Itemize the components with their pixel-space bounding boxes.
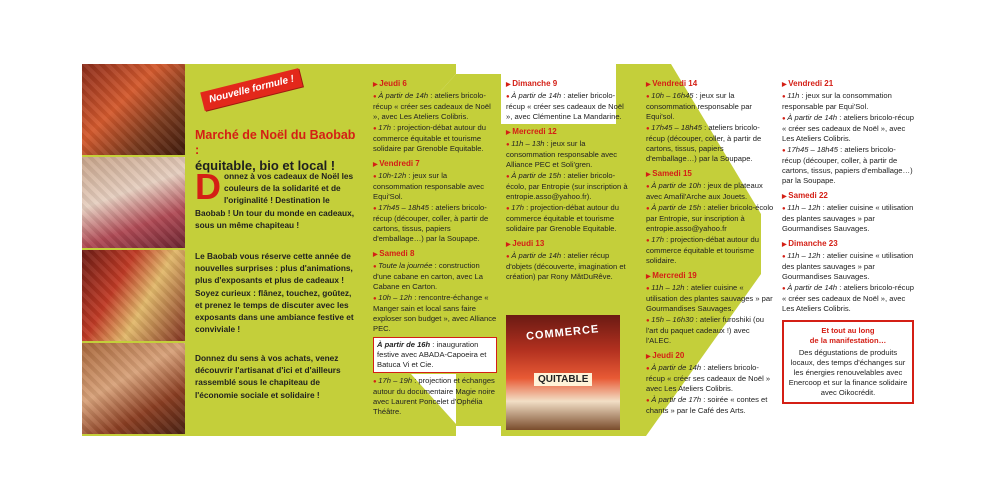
market-photo: [82, 250, 185, 343]
event: ● À partir de 14h : ateliers bricolo-récup « créer ses cadeaux de Noël », avec Les Ateliers Colibris.: [782, 113, 914, 144]
event: ● 17h : projection-débat autour du commerce équitable et tourisme solidaire par Grenoble Equitable.: [373, 123, 497, 154]
day-heading: ▶ Vendredi 7: [373, 159, 497, 170]
event: ● À partir de 17h : soirée « contes et chants » par le Café des Arts.: [646, 395, 774, 416]
event: ● À partir de 14h : atelier bricolo-récup « créer ses cadeaux de Noël », avec Clémentine La Mandarine.: [506, 91, 630, 122]
day-heading: ▶ Vendredi 14: [646, 79, 774, 90]
day-heading: ▶ Vendredi 21: [782, 79, 914, 90]
day-heading: ▶ Jeudi 13: [506, 239, 630, 250]
event: ● À partir de 10h : jeux de plateaux avec Amafil'Arche aux Jouets.: [646, 181, 774, 202]
new-formula-badge: Nouvelle formule !: [200, 68, 303, 111]
event: ● 17h45 – 18h45 : ateliers bricolo-récup (découper, coller, à partir de cartons, tissus, papiers d'emballage…) par la Soupape.: [373, 203, 497, 244]
schedule-column-1: [373, 74, 497, 418]
intro-lead-text: onnez à vos cadeaux de Noël les couleurs de la solidarité et de l'originalité ! Destination le Baobab ! Un tour du monde en cadeaux, sous un même chapiteau !: [195, 171, 355, 230]
day-heading: ▶ Jeudi 6: [373, 79, 497, 90]
event: ● 11h – 12h : atelier cuisine « utilisation des plantes sauvages » par Gourmandises Sauvages.: [782, 251, 914, 282]
schedule: [361, 64, 922, 436]
event: ● 10h – 12h : rencontre-échange « Manger sain et local sans faire exploser son budget », avec Alliance PEC.: [373, 293, 497, 334]
intro-lead: [195, 166, 359, 231]
title-line1: Marché de Noël du Baobab :: [195, 128, 356, 157]
day-heading: ▶ Dimanche 9: [506, 79, 630, 90]
event: ● 11h : jeux sur la consommation responsable par Equi'Sol.: [782, 91, 914, 112]
event: ● 11h – 13h : jeux sur la consommation responsable avec Alliance PEC et Soli'gren.: [506, 139, 630, 170]
fair-trade-shop-photo: [506, 315, 620, 430]
schedule-column-2: [506, 74, 630, 283]
inauguration-highlight: À partir de 16h : inauguration festive avec ABADA-Capoeira et Batuca Vi et Cie.: [373, 337, 497, 373]
event: ● À partir de 15h : atelier bricolo-écolo par Entropie, sur inscription à entropie.asso@yahoo.fr: [646, 203, 774, 234]
event: ● 17h : projection-débat autour du commerce équitable et tourisme solidaire.: [646, 235, 774, 266]
day-heading: ▶ Samedi 8: [373, 249, 497, 260]
intro-column: [185, 64, 361, 436]
brochure: [82, 64, 922, 436]
intro-paragraph: Le Baobab vous réserve cette année de nouvelles surprises : plus d'animations, plus d'exposants et plus de cadeaux ! Soyez curieux : flânez, touchez, goûtez, et prenez le temps de discuter avec les exposants dans une ambiance festive et conviviale !: [195, 251, 354, 335]
day-heading: ▶ Samedi 22: [782, 191, 914, 202]
event: ● 15h – 16h30 : atelier furoshiki (ou l'art du paquet cadeaux !) avec l'ALEC.: [646, 315, 774, 346]
market-photo: [82, 343, 185, 436]
drop-cap: D: [195, 166, 221, 207]
event: ● 10h – 16h45 : jeux sur la consommation responsable par Equi'sol.: [646, 91, 774, 122]
event: ● 11h – 12h : atelier cuisine « utilisation des plantes sauvages » par Gourmandises Sauvages.: [646, 283, 774, 314]
day-heading: ▶ Jeudi 20: [646, 351, 774, 362]
outro-heading: Et tout au long de la manifestation…: [809, 326, 887, 345]
market-photo: [82, 64, 185, 157]
day-heading: ▶ Dimanche 23: [782, 239, 914, 250]
event: ● À partir de 15h : atelier bricolo-écolo, par Entropie (sur inscription à entropie.asso@yahoo.fr).: [506, 171, 630, 202]
throughout-event-box: [782, 320, 914, 404]
day-heading: ▶ Mercredi 19: [646, 271, 774, 282]
title-line2: équitable, bio et local !: [195, 158, 336, 173]
event: ● 17h45 – 18h45 : ateliers bricolo-récup (découper, coller, à partir de cartons, tissus, papiers d'emballage…) par la Soupape.: [782, 145, 914, 186]
outro-text: Des dégustations de produits locaux, des temps d'échanges sur les énergies renouvelables avec Enercoop et sur la finance solidaire avec Oikocrédit.: [788, 348, 908, 397]
event: ● 11h – 12h : atelier cuisine « utilisation des plantes sauvages » par Gourmandises Sauvages.: [782, 203, 914, 234]
event: ● 17h – 19h : projection et échanges autour du documentaire Magie noire avec Laurent Poncelet d'Ophélia Théâtre.: [373, 376, 497, 417]
market-photo: [82, 157, 185, 250]
shop-sign: QUITABLE: [534, 373, 592, 386]
shop-sign: COMMERCE: [525, 323, 600, 343]
day-heading: ▶ Samedi 15: [646, 169, 774, 180]
event: ● À partir de 14h : ateliers bricolo-récup « créer ses cadeaux de Noël » avec Les Ateliers Colibris.: [646, 363, 774, 394]
event: ● À partir de 14h : atelier récup d'objets (découverte, imagination et création) par Rony MătDuRêve.: [506, 251, 630, 282]
event: ● Toute la journée : construction d'une cabane en carton, avec La Cabane en Carton.: [373, 261, 497, 292]
schedule-column-4: [782, 74, 914, 404]
day-heading: ▶ Mercredi 12: [506, 127, 630, 138]
schedule-column-3: [646, 74, 774, 417]
event: ● 17h45 – 18h45 : ateliers bricolo-récup (découper, coller, à partir de cartons, tissus, papiers d'emballage…) par la Soupape.: [646, 123, 774, 164]
intro-paragraph: Donnez du sens à vos achats, venez découvrir l'artisanat d'ici et d'ailleurs rassemblé sous le chapiteau de l'économie sociale et solidaire !: [195, 353, 341, 400]
event: ● 10h-12h : jeux sur la consommation responsable avec Equi'Sol.: [373, 171, 497, 202]
event: ● 17h : projection-débat autour du commerce équitable et tourisme solidaire par Grenoble Equitable.: [506, 203, 630, 234]
event: ● À partir de 14h : ateliers bricolo-récup « créer ses cadeaux de Noël », avec Les Ateliers Colibris.: [782, 283, 914, 314]
photo-strip: [82, 64, 185, 436]
event: ● À partir de 14h : ateliers bricolo-récup « créer ses cadeaux de Noël », avec Les Ateliers Colibris.: [373, 91, 497, 122]
